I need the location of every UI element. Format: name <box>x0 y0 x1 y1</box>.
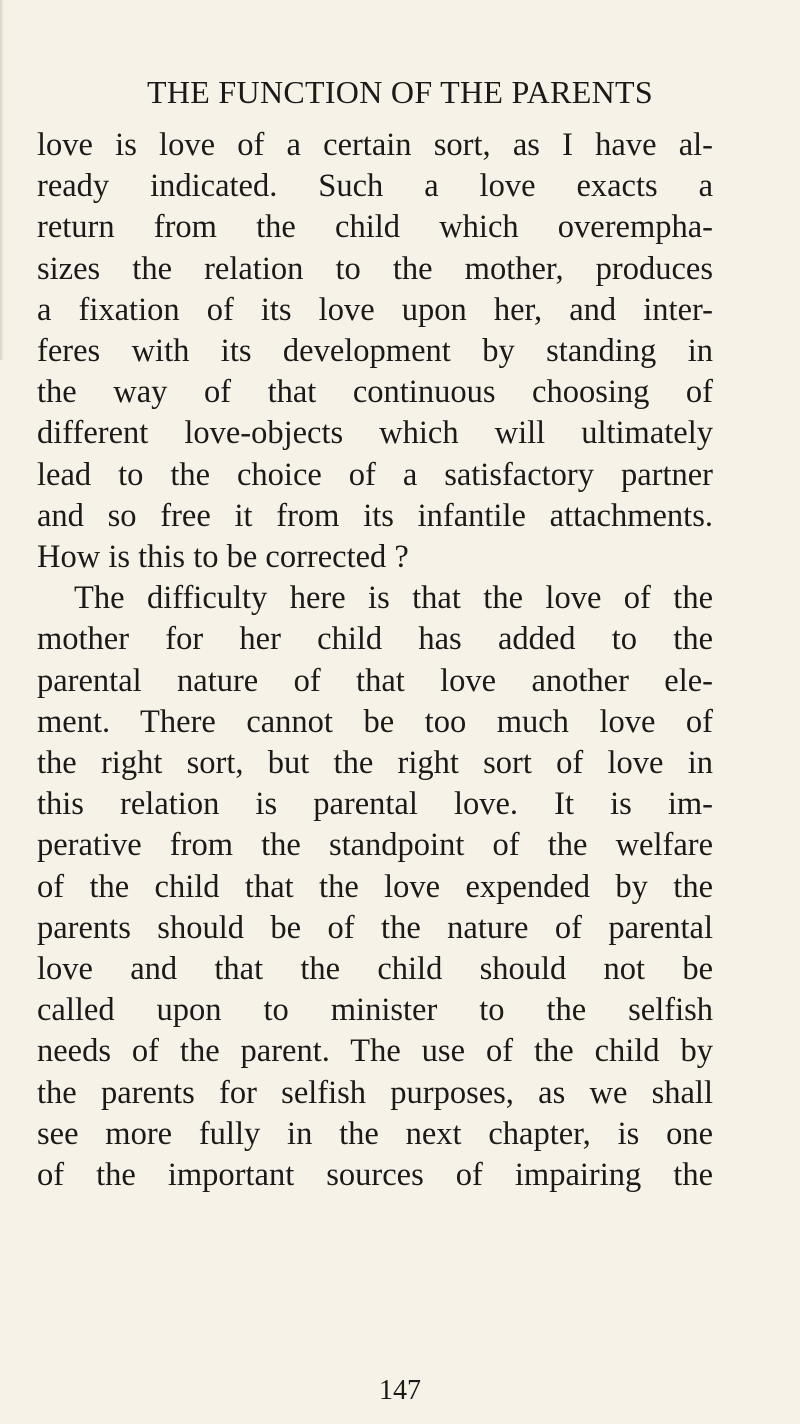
text-line: needs of the parent. The use of the child by <box>37 1033 713 1070</box>
text-line: return from the child which overempha- <box>37 209 713 246</box>
text-line: perative from the standpoint of the welfare <box>37 827 713 864</box>
text-line: mother for her child has added to the <box>37 621 713 658</box>
text-line: a fixation of its love upon her, and inter- <box>37 291 713 328</box>
running-head: THE FUNCTION OF THE PARENTS <box>147 74 653 110</box>
page-number: 147 <box>379 1375 421 1406</box>
text-line: called upon to minister to the selfish <box>37 992 713 1029</box>
text-line: this relation is parental love. It is im- <box>37 786 713 823</box>
text-line: ment. There cannot be too much love of <box>37 703 713 740</box>
text-line: the parents for selfish purposes, as we shall <box>37 1074 713 1111</box>
text-line: How is this to be corrected ? <box>37 539 409 576</box>
body-text <box>37 125 713 1196</box>
text-line: lead to the choice of a satisfactory partner <box>37 456 713 493</box>
text-line: the right sort, but the right sort of love in <box>37 745 713 782</box>
text-line: see more fully in the next chapter, is one <box>37 1115 713 1152</box>
text-line: sizes the relation to the mother, produces <box>37 250 713 287</box>
text-line: of the child that the love expended by the <box>37 868 713 905</box>
text-line: love is love of a certain sort, as I have al- <box>37 127 713 163</box>
text-line: of the important sources of impairing the <box>37 1157 713 1194</box>
text-line: parental nature of that love another ele- <box>37 662 713 699</box>
text-line: ready indicated. Such a love exacts a <box>37 168 713 205</box>
text-line: parents should be of the nature of parental <box>37 909 713 946</box>
text-line: the way of that continuous choosing of <box>37 374 713 411</box>
text-line: love and that the child should not be <box>37 951 713 988</box>
text-line: and so free it from its infantile attachments. <box>37 497 713 534</box>
text-line: different love-objects which will ultimately <box>37 415 713 452</box>
text-line: feres with its development by standing in <box>37 333 713 370</box>
text-line: The difficulty here is that the love of the <box>74 580 713 617</box>
page-scan-edge <box>0 0 4 360</box>
